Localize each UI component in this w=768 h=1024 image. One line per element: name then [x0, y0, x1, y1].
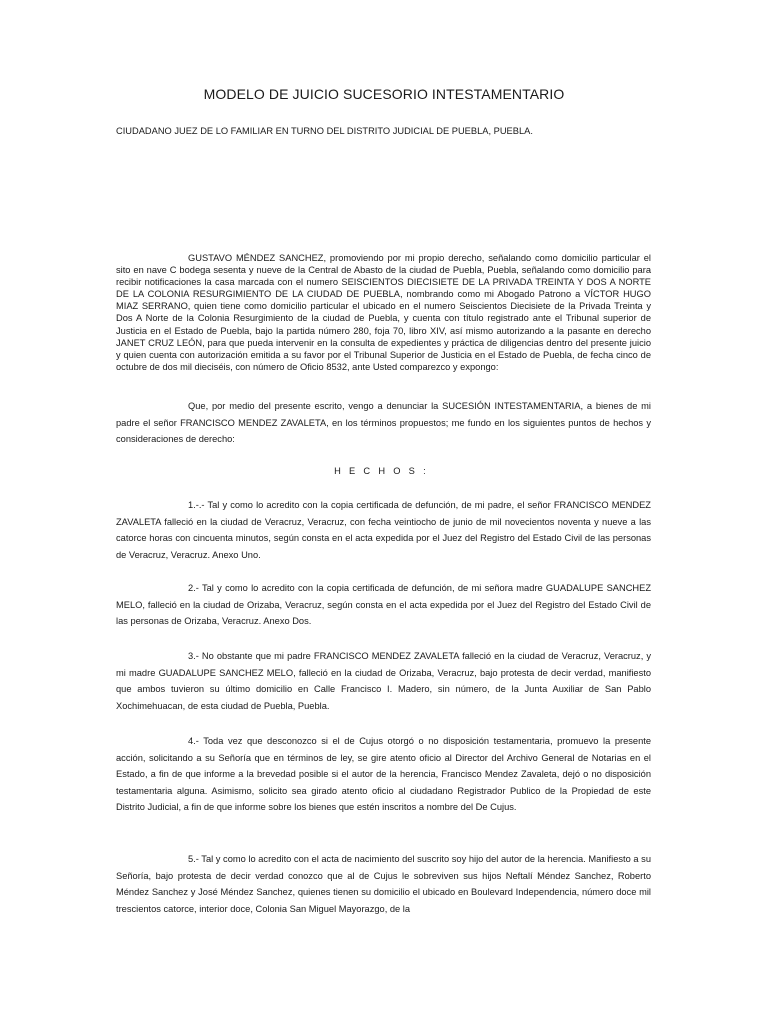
hecho-5-text: 5.- Tal y como lo acredito con el acta de nacimiento del suscrito soy hijo del autor de la herencia. Manifiesto a su Señoría, bajo protesta de decir verdad conozco que al de Cujus le sobreviven sus hijos Neftalí Méndez Sanchez, Roberto Méndez Sanchez y José Méndez Sanchez, quienes tienen su domicilio el ubicado en Boulevard Independencia, número doce mil trescientos catorce, interior doce, Colonia San Miguel Mayorazgo, de la: [116, 854, 651, 914]
hecho-5-paragraph: [116, 851, 651, 917]
document-title: MODELO DE JUICIO SUCESORIO INTESTAMENTARIO: [203, 86, 565, 102]
hecho-3-paragraph: [116, 648, 651, 714]
petition-text: Que, por medio del presente escrito, vengo a denunciar la SUCESIÓN INTESTAMENTARIA, a bienes de mi padre el señor FRANCISCO MENDEZ ZAVALETA, en los términos propuestos; me fundo en los siguientes puntos de hechos y consideraciones de derecho:: [116, 401, 651, 445]
hecho-1-text: 1.-.- Tal y como lo acredito con la copia certificada de defunción, de mi padre, el señor FRANCISCO MENDEZ ZAVALETA falleció en la ciudad de Veracruz, Veracruz, con fecha veintiocho de junio de mil novecientos noventa y nueve a las catorce horas con cincuenta minutos, según consta en el acta expedida por el Juez del Registro del Estado Civil de las personas de Veracruz, Veracruz. Anexo Uno.: [116, 500, 651, 560]
hecho-2-text: 2.- Tal y como lo acredito con la copia certificada de defunción, de mi señora madre GUADALUPE SANCHEZ MELO, falleció en la ciudad de Orizaba, Veracruz, según consta en el acta expedida por el Juez del Registro del Estado Civil de las personas de Orizaba, Veracruz. Anexo Dos.: [116, 583, 651, 627]
intro-paragraph: [116, 252, 651, 373]
hecho-2-paragraph: [116, 580, 651, 630]
addressee-line: CIUDADANO JUEZ DE LO FAMILIAR EN TURNO DEL DISTRITO JUDICIAL DE PUEBLA, PUEBLA.: [116, 126, 533, 136]
hecho-1-paragraph: [116, 497, 651, 563]
intro-text: GUSTAVO MÉNDEZ SANCHEZ, promoviendo por mi propio derecho, señalando como domicilio particular el sito en nave C bodega sesenta y nueve de la Central de Abasto de la ciudad de Puebla, Puebla, señalando como domicilio para recibir notificaciones la casa marcada con el numero SEISCIENTOS DIECISIETE DE LA PRIVADA TREINTA Y DOS A NORTE DE LA COLONIA RESURGIMIENTO DE LA CIUDAD DE PUEBLA, nombrando como mi Abogado Patrono a VÍCTOR HUGO MIAZ SERRANO, quien tiene como domicilio particular el ubicado en el numero Seiscientos Diecisiete de la Privada Treinta y Dos A Norte de la Colonia Resurgimiento de la ciudad de Puebla, y cuenta con título registrado ante el Tribunal superior de Justicia en el Estado de Puebla, bajo la partida número 280, foja 70, libro XIV, así mismo autorizando a la pasante en derecho JANET CRUZ LEÓN, para que pueda intervenir en la consulta de expedientes y práctica de diligencias dentro del presente juicio y quien cuenta con autorización emitida a su favor por el Tribunal Superior de Justicia en el Estado de Puebla, de fecha cinco de octubre de dos mil dieciséis, con número de Oficio 8532, ante Usted comparezco y expongo:: [116, 253, 651, 372]
hecho-3-text: 3.- No obstante que mi padre FRANCISCO MENDEZ ZAVALETA falleció en la ciudad de Veracruz, Veracruz, y mi madre GUADALUPE SANCHEZ MELO, falleció en la ciudad de Orizaba, Veracruz, bajo protesta de decir verdad, manifiesto que ambos tuvieron su último domicilio en Calle Francisco I. Madero, sin número, de la Junta Auxiliar de San Pablo Xochimehuacan, de esta ciudad de Puebla, Puebla.: [116, 651, 651, 711]
hecho-4-text: 4.- Toda vez que desconozco si el de Cujus otorgó o no disposición testamentaria, promuevo la presente acción, solicitando a su Señoría que en términos de ley, se gire atento oficio al Director del Archivo General de Notarias en el Estado, a fin de que informe a la brevedad posible si el autor de la herencia, Francisco Mendez Zavaleta, dejó o no disposición testamentaria alguna. Asimismo, solicito sea girado atento oficio al ciudadano Registrador Publico de la Propiedad de este Distrito Judicial, a fin de que informe sobre los bienes que estén inscritos a nombre del De Cujus.: [116, 736, 651, 813]
petition-paragraph: [116, 398, 651, 448]
hechos-heading: HECHOS:: [334, 466, 434, 476]
hecho-4-paragraph: [116, 733, 651, 816]
